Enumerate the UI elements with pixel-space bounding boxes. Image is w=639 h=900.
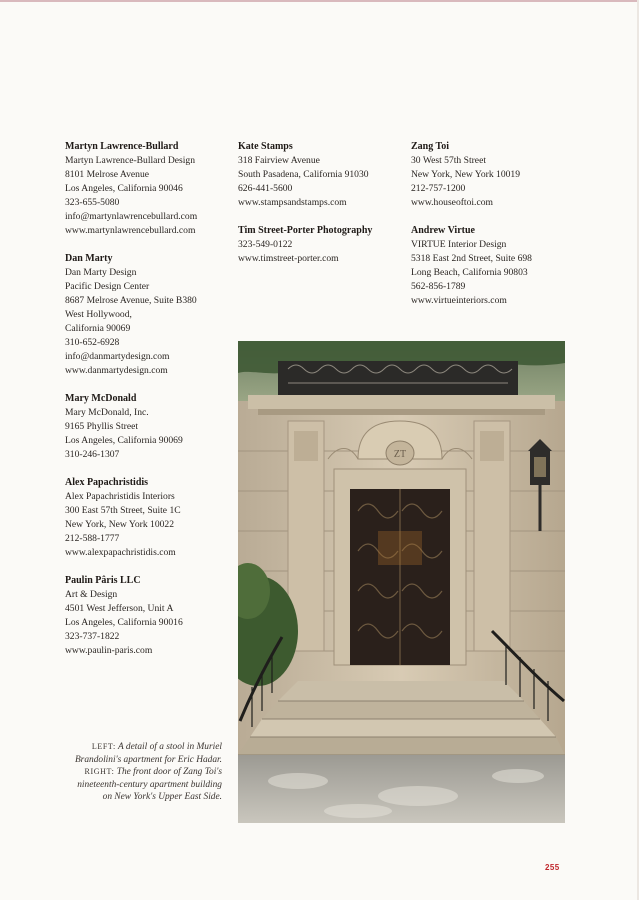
top-rule bbox=[0, 0, 639, 2]
entry-line: New York, New York 10019 bbox=[411, 169, 521, 180]
entry-phone: 310-652-6928 bbox=[65, 337, 120, 348]
entry-line: 8101 Melrose Avenue bbox=[65, 169, 150, 180]
entry-line: Pacific Design Center bbox=[65, 281, 150, 292]
entry-name: Tim Street-Porter Photography bbox=[238, 225, 373, 236]
caption-left-label: LEFT: bbox=[91, 742, 116, 751]
entry-line: South Pasadena, California 91030 bbox=[238, 169, 369, 180]
entry-mary-mcdonald bbox=[65, 392, 183, 462]
entry-name: Alex Papachristidis bbox=[65, 477, 149, 488]
entry-line: 318 Fairview Avenue bbox=[238, 155, 320, 166]
entry-phone: 626-441-5600 bbox=[238, 183, 293, 194]
entry-line: 300 East 57th Street, Suite 1C bbox=[65, 505, 181, 516]
entry-alex-papachristidis bbox=[65, 476, 181, 560]
entry-website[interactable]: www.virtueinteriors.com bbox=[411, 295, 507, 306]
entry-tim-street-porter bbox=[238, 224, 372, 266]
photo-caption bbox=[70, 741, 222, 804]
entry-phone: 323-655-5080 bbox=[65, 197, 120, 208]
entry-phone: 212-588-1777 bbox=[65, 533, 120, 544]
entry-line: 9165 Phyllis Street bbox=[65, 421, 139, 432]
entry-kate-stamps bbox=[238, 140, 369, 210]
entry-website[interactable]: www.danmartydesign.com bbox=[65, 365, 168, 376]
entry-line: Art & Design bbox=[65, 589, 118, 600]
page-number: 255 bbox=[545, 863, 560, 872]
entry-phone: 562-856-1789 bbox=[411, 281, 466, 292]
entry-website[interactable]: www.alexpapachristidis.com bbox=[65, 547, 176, 558]
entry-andrew-virtue bbox=[411, 224, 532, 308]
entry-email[interactable]: info@martynlawrencebullard.com bbox=[65, 211, 198, 222]
entry-paulin-paris bbox=[65, 574, 183, 658]
svg-text:ZT: ZT bbox=[393, 449, 407, 460]
entry-line: 4501 West Jefferson, Unit A bbox=[65, 603, 174, 614]
entry-email[interactable]: info@danmartydesign.com bbox=[65, 351, 170, 362]
entry-website[interactable]: www.houseoftoi.com bbox=[411, 197, 493, 208]
entry-website[interactable]: www.martynlawrencebullard.com bbox=[65, 225, 196, 236]
entry-name: Dan Marty bbox=[65, 253, 113, 264]
entry-name: Martyn Lawrence-Bullard bbox=[65, 141, 179, 152]
entry-website[interactable]: www.stampsandstamps.com bbox=[238, 197, 347, 208]
entry-line: West Hollywood, bbox=[65, 309, 132, 320]
entry-line: Long Beach, California 90803 bbox=[411, 267, 528, 278]
entry-line: New York, New York 10022 bbox=[65, 519, 175, 530]
entry-line: Alex Papachristidis Interiors bbox=[65, 491, 175, 502]
entry-line: Mary McDonald, Inc. bbox=[65, 407, 149, 418]
entry-line: Los Angeles, California 90069 bbox=[65, 435, 183, 446]
caption-right-text: The front door of Zang Toi's nineteenth-century apartment building on New York's Upper East Side. bbox=[77, 767, 222, 803]
entry-line: Martyn Lawrence-Bullard Design bbox=[65, 155, 196, 166]
entry-line: Dan Marty Design bbox=[65, 267, 137, 278]
entry-line: Los Angeles, California 90046 bbox=[65, 183, 183, 194]
entry-website[interactable]: www.paulin-paris.com bbox=[65, 645, 153, 656]
entry-phone: 310-246-1307 bbox=[65, 449, 120, 460]
entry-dan-marty bbox=[65, 252, 197, 378]
entry-line: 5318 East 2nd Street, Suite 698 bbox=[411, 253, 532, 264]
entry-website[interactable]: www.timstreet-porter.com bbox=[238, 253, 339, 264]
entry-line: VIRTUE Interior Design bbox=[411, 239, 507, 250]
entry-martyn-lawrence-bullard bbox=[65, 140, 197, 238]
entry-line: 8687 Melrose Avenue, Suite B380 bbox=[65, 295, 197, 306]
entry-name: Paulin Pâris LLC bbox=[65, 575, 141, 586]
entry-phone: 212-757-1200 bbox=[411, 183, 466, 194]
entry-name: Zang Toi bbox=[411, 141, 450, 152]
entry-line: Los Angeles, California 90016 bbox=[65, 617, 183, 628]
entry-line: California 90069 bbox=[65, 323, 131, 334]
front-door-photo bbox=[238, 341, 565, 823]
caption-right-label: RIGHT: bbox=[84, 767, 115, 777]
entry-name: Kate Stamps bbox=[238, 141, 293, 152]
caption-left-text: A detail of a stool in Muriel Brandolini's apartment for Eric Hadar. bbox=[74, 742, 222, 765]
entry-zang-toi bbox=[411, 140, 520, 210]
entry-line: 30 West 57th Street bbox=[411, 155, 486, 166]
entry-name: Andrew Virtue bbox=[411, 225, 475, 236]
entry-name: Mary McDonald bbox=[65, 393, 137, 404]
entry-phone: 323-737-1822 bbox=[65, 631, 120, 642]
entry-phone: 323-549-0122 bbox=[238, 239, 293, 250]
